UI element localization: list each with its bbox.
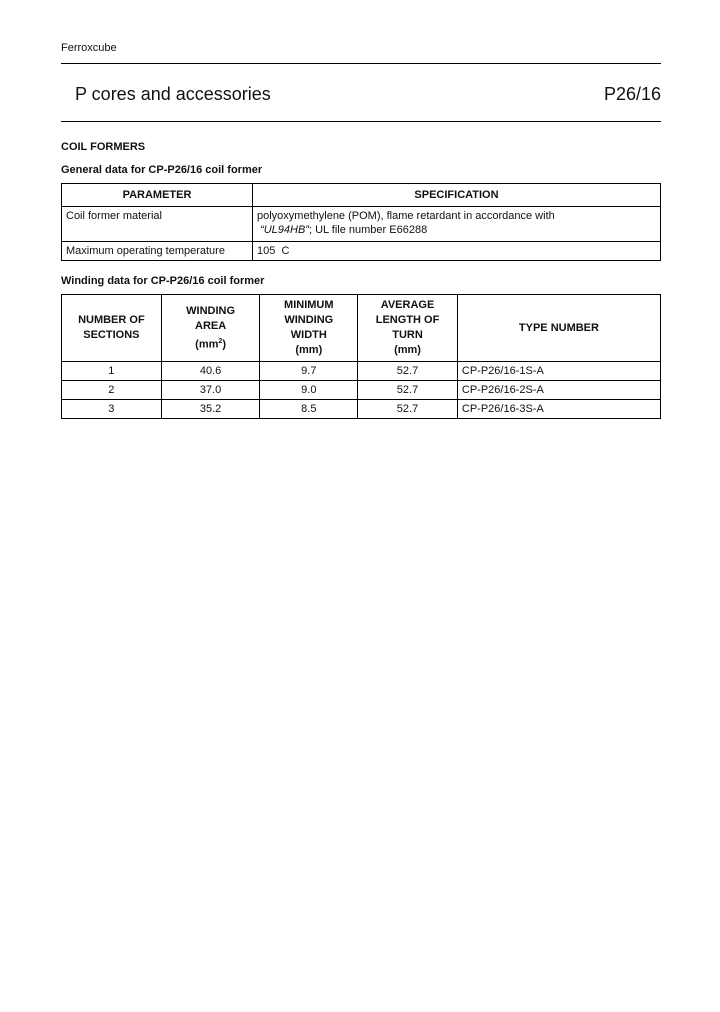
document-title: P cores and accessories xyxy=(75,84,271,104)
header-superscript: 2 xyxy=(218,337,223,345)
length-cell: 52.7 xyxy=(358,400,458,419)
header-line: TURN xyxy=(392,329,423,341)
table-row xyxy=(62,207,661,242)
header-rule-top xyxy=(61,63,661,64)
table-row xyxy=(62,400,661,419)
header-line: AVERAGE xyxy=(380,299,435,311)
area-cell: 37.0 xyxy=(161,381,260,400)
type-number-cell: CP-P26/16-2S-A xyxy=(457,381,660,400)
spec-line-2: ; UL file number E66288 xyxy=(308,224,428,236)
sections-cell: 3 xyxy=(62,400,162,419)
parameter-cell: Maximum operating temperature xyxy=(62,242,253,261)
header-line: (mm) xyxy=(295,344,323,356)
spec-standard: “UL94HB” xyxy=(260,224,309,236)
column-header-winding-area xyxy=(161,295,260,362)
column-header-turn-length xyxy=(358,295,458,362)
area-cell: 35.2 xyxy=(161,400,260,419)
header-line: ) xyxy=(222,338,226,351)
column-header-specification: SPECIFICATION xyxy=(253,184,661,207)
width-cell: 9.7 xyxy=(260,362,358,381)
width-cell: 9.0 xyxy=(260,381,358,400)
table-row xyxy=(62,242,661,261)
sections-cell: 1 xyxy=(62,362,162,381)
company-name: Ferroxcube xyxy=(61,42,117,54)
table-header-row xyxy=(62,184,661,207)
header-rule-bottom xyxy=(61,121,661,122)
header-line: WIDTH xyxy=(290,329,327,341)
winding-table-caption: Winding data for CP-P26/16 coil former xyxy=(61,275,265,287)
specification-cell xyxy=(253,207,661,242)
sections-cell: 2 xyxy=(62,381,162,400)
header-line: SECTIONS xyxy=(83,329,140,341)
column-header-sections xyxy=(62,295,162,362)
general-table-caption: General data for CP-P26/16 coil former xyxy=(61,164,263,176)
column-header-type-number: TYPE NUMBER xyxy=(457,295,660,362)
header-line: (mm) xyxy=(394,344,421,356)
area-cell: 40.6 xyxy=(161,362,260,381)
general-data-table xyxy=(61,183,661,261)
length-cell: 52.7 xyxy=(358,381,458,400)
header-line: WINDING xyxy=(284,314,334,326)
table-header-row xyxy=(62,295,661,362)
header-line: AREA xyxy=(195,319,227,332)
column-header-winding-width xyxy=(260,295,358,362)
parameter-cell: Coil former material xyxy=(62,207,253,242)
width-cell: 8.5 xyxy=(260,400,358,419)
section-heading: COIL FORMERS xyxy=(61,141,146,153)
specification-cell: 105 C xyxy=(253,242,661,261)
column-header-parameter: PARAMETER xyxy=(62,184,253,207)
type-number-cell: CP-P26/16-3S-A xyxy=(457,400,660,419)
header-line: MINIMUM xyxy=(284,299,334,311)
winding-data-table xyxy=(61,294,661,419)
part-number: P26/16 xyxy=(603,84,661,104)
type-number-cell: CP-P26/16-1S-A xyxy=(457,362,660,381)
table-row xyxy=(62,381,661,400)
table-row xyxy=(62,362,661,381)
header-line: WINDING xyxy=(186,304,236,317)
header-line: NUMBER OF xyxy=(78,314,145,326)
length-cell: 52.7 xyxy=(358,362,458,381)
header-line: (mm xyxy=(195,338,219,351)
spec-line-1: polyoxymethylene (POM), flame retardant in accordance with xyxy=(257,210,555,222)
header-line: LENGTH OF xyxy=(375,314,440,326)
